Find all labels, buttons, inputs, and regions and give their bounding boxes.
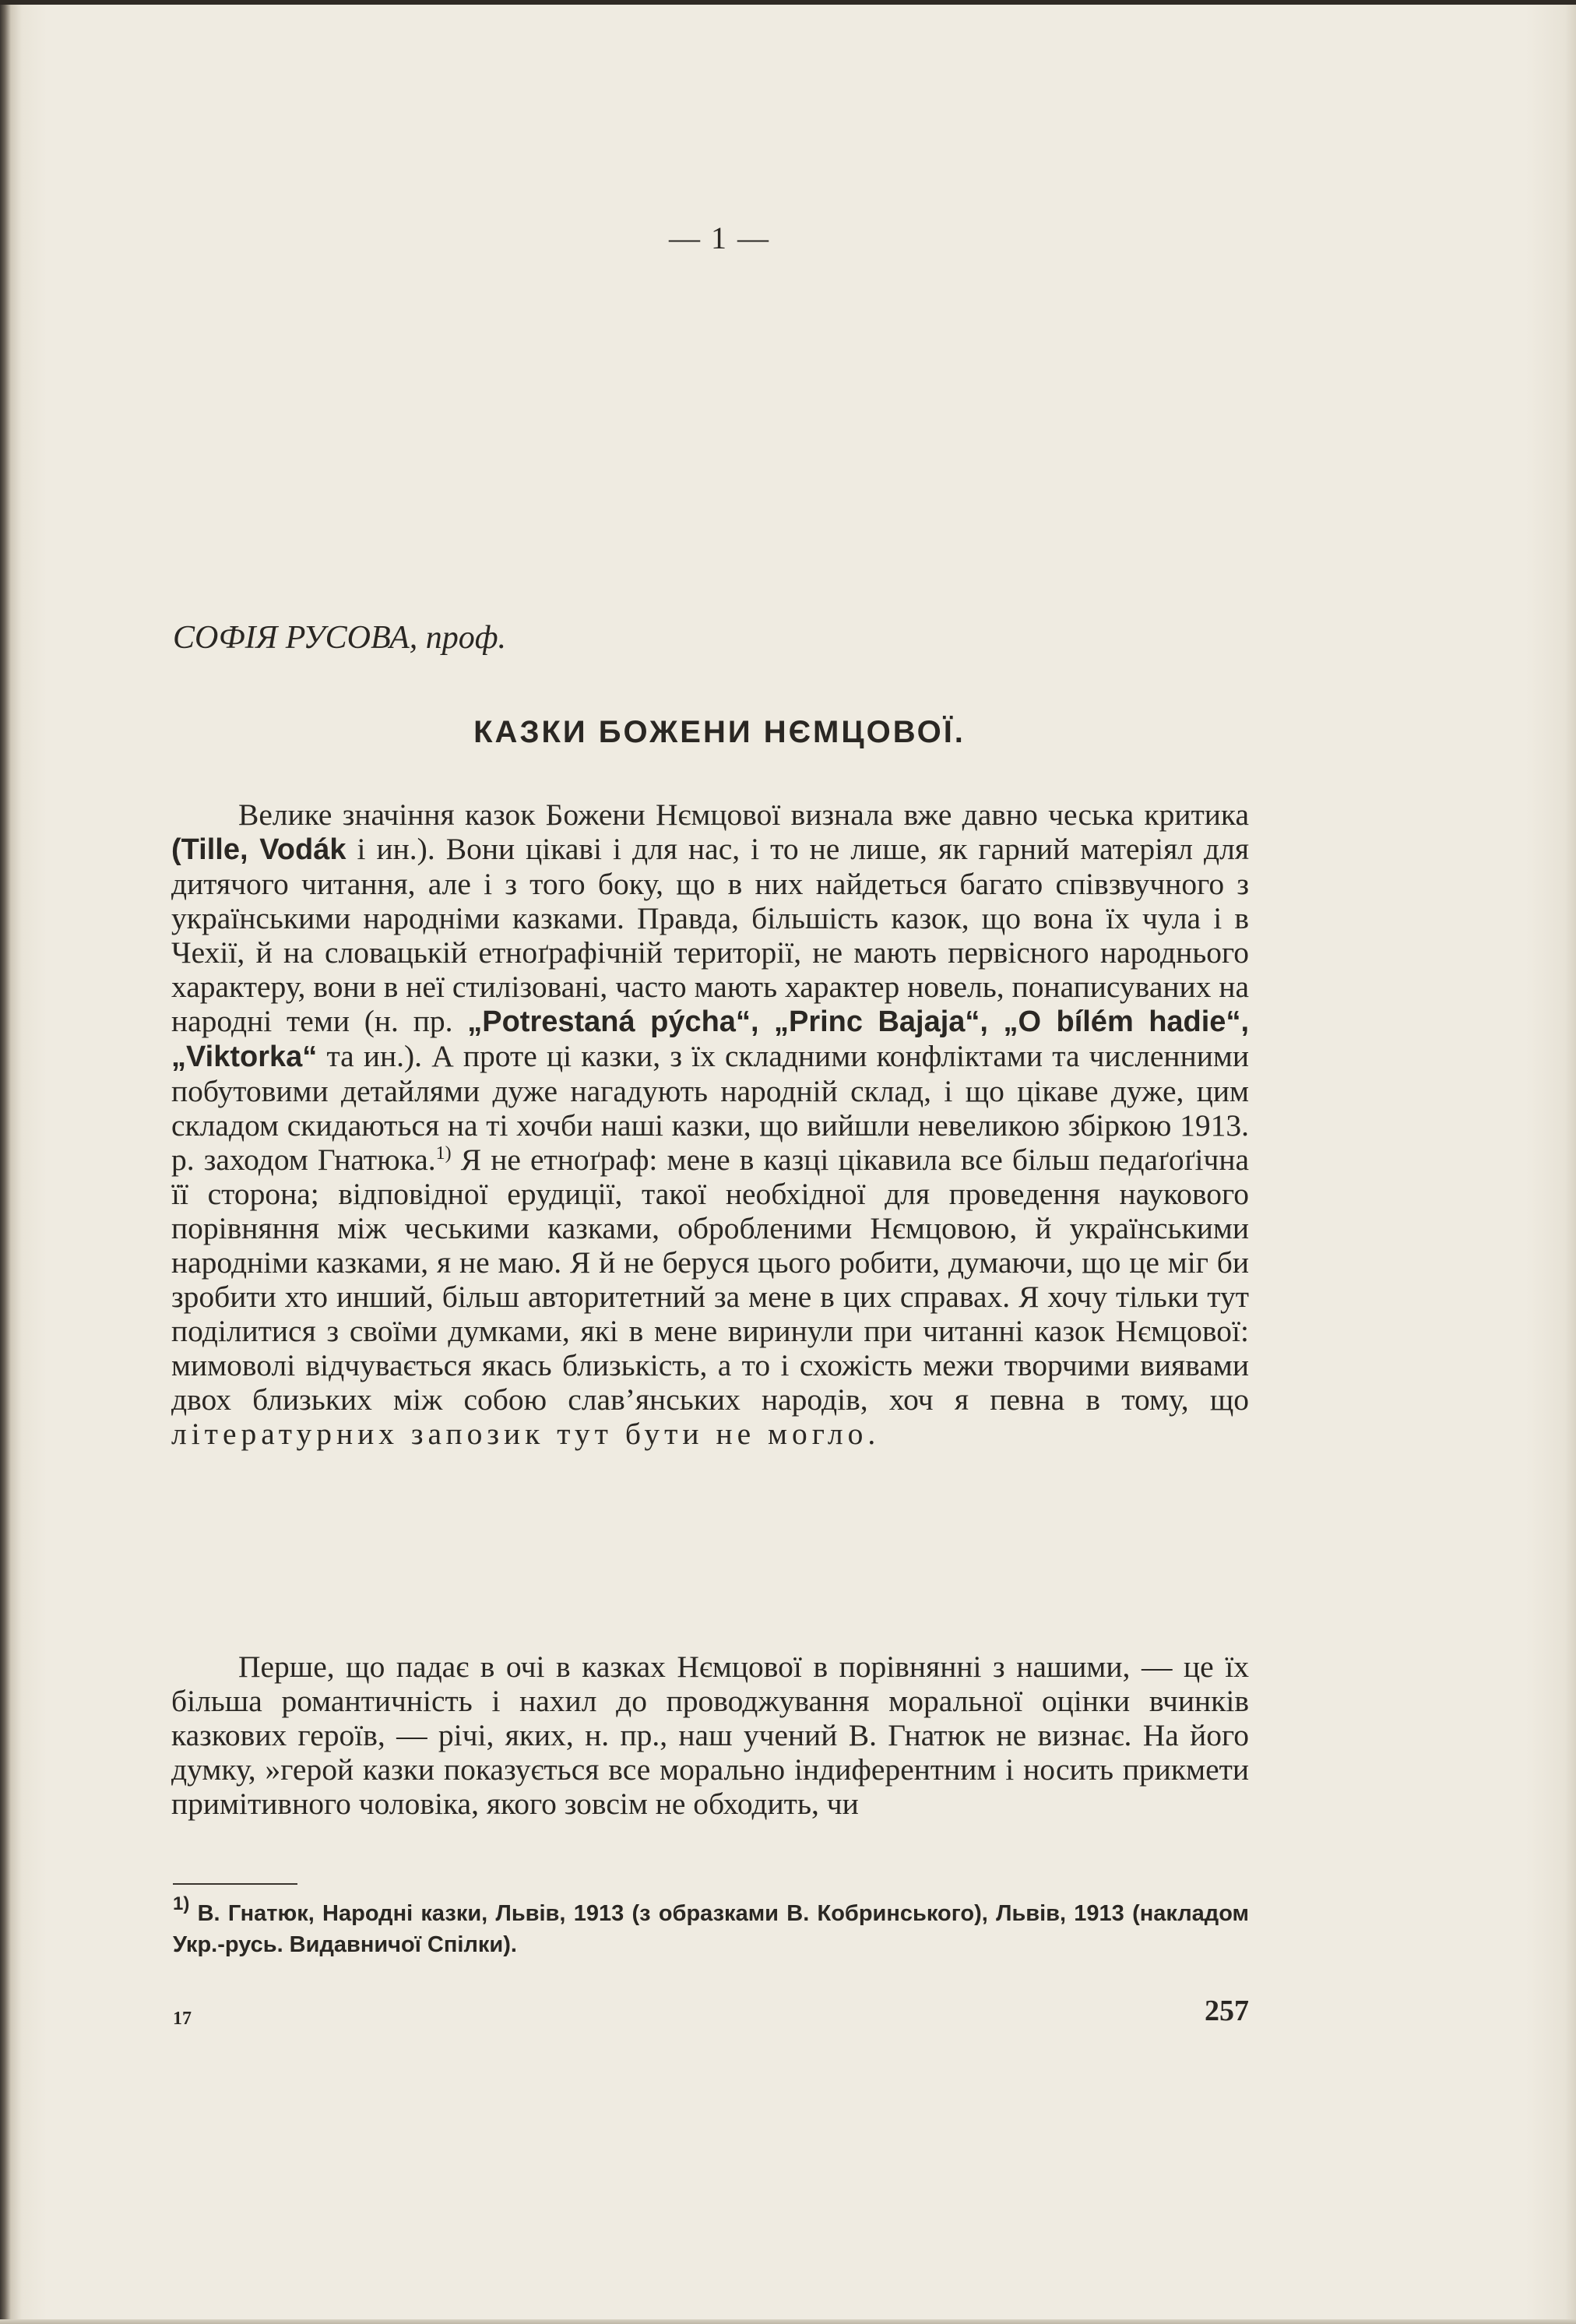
footnote: $^{1)}$ В. Гнатюк, Народні казки, Львів, 1913 (з образками В. Кобринського), Львів, 1913 (накладом Укр.-русь. Видавничої Спілки). (173, 1893, 1249, 1957)
author-name: СОФІЯ РУСОВА, проф. (173, 620, 507, 656)
paragraph-1 (171, 798, 1249, 1451)
paragraph-1-part-2: і ин.). Вони цікаві і для нас, і то не лише, як гарний матеріял для дитячого читання, але і з того боку, що в них найдеться багато співзвучного з українськими народніми казками. Правда, більшість казок, що вона їх чула і в Чехії, й на словацькій етноґрафічній території, не мають первісного народнього характеру, вони в неї стилізовані, часто мають характер новель, понаписуваних на народні теми (н. пр. (171, 832, 1249, 1038)
spaced-emphasis: літературних запозик тут бути не могло (171, 1417, 868, 1451)
critics-names: (Tille, Vodák (171, 833, 347, 866)
footnote-reference: 1) (435, 1143, 452, 1164)
paragraph-1-text (171, 798, 1249, 1451)
page-top-edge (0, 0, 1576, 5)
printer-signature-mark: 17 (173, 2009, 192, 2029)
footnote-text: В. Гнатюк, Народні казки, Львів, 1913 (з образками В. Кобринського), Львів, 1913 (накладом Укр.-русь. Видавничої Спілки). (173, 1901, 1249, 1957)
footnote-divider (173, 1883, 297, 1885)
page-bottom-edge (0, 2319, 1576, 2324)
paragraph-1-part-1: Велике значіння казок Божени Нємцової визнала вже давно чеська критика (238, 798, 1249, 832)
paragraph-1-part-3: та ин.). А проте ці казки, з їх складними конфліктами та численними побутовими детайлями дуже нагадують народній склад, і що цікаве дуже, цим складом скидаються на ті хочби наші казки, що вийшли невеликою збіркою 1913. р. заходом Гнатюка. (171, 1039, 1249, 1177)
paragraph-2-text: Перше, що падає в очі в казках Нємцової в порівнянні з нашими, — це їх більша романтичність і нахил до проводжування моральної оцінки вчинків казкових героїв, — річі, яких, н. пр., наш учений В. Гнатюк не визнає. На його думку, »герой казки показується все морально індиферентним і носить прикмети примітивного чоловіка, якого зовсім не обходить, чи (171, 1650, 1249, 1821)
running-head: — 1 — (669, 220, 770, 255)
page-number: 257 (1205, 1995, 1249, 2027)
fairy-tale-titles: „Potrestaná pýcha“, „Princ Bajaja“, „O bílém hadie“, „Viktorka“ (171, 1005, 1250, 1073)
paragraph-2 (171, 1650, 1249, 1821)
article-title: КАЗКИ БОЖЕНИ НЄМЦОВОЇ. (473, 715, 966, 749)
paragraph-1-part-5: . (867, 1417, 876, 1451)
paragraph-1-part-4: Я не етноґраф: мене в казці цікавила все більш педаґоґічна її сторона; відповідної ерудиції, такої необхідної для проведення наукового порівняння між чеськими казками, обробленими Нємцовою, й українськими народніми казками, я не маю. Я й не беруся цього робити, думаючи, що це міг би зробити хто инший, більш авторитетний за мене в цих справах. Я хочу тільки тут поділитися з своїми думками, які в мене виринули при читанні казок Нємцової: мимоволі відчувається якась близькість, а то і схожість межи творчими виявами двох близьких між собою слав’янських народів, хоч я певна в тому, що (171, 1143, 1249, 1417)
